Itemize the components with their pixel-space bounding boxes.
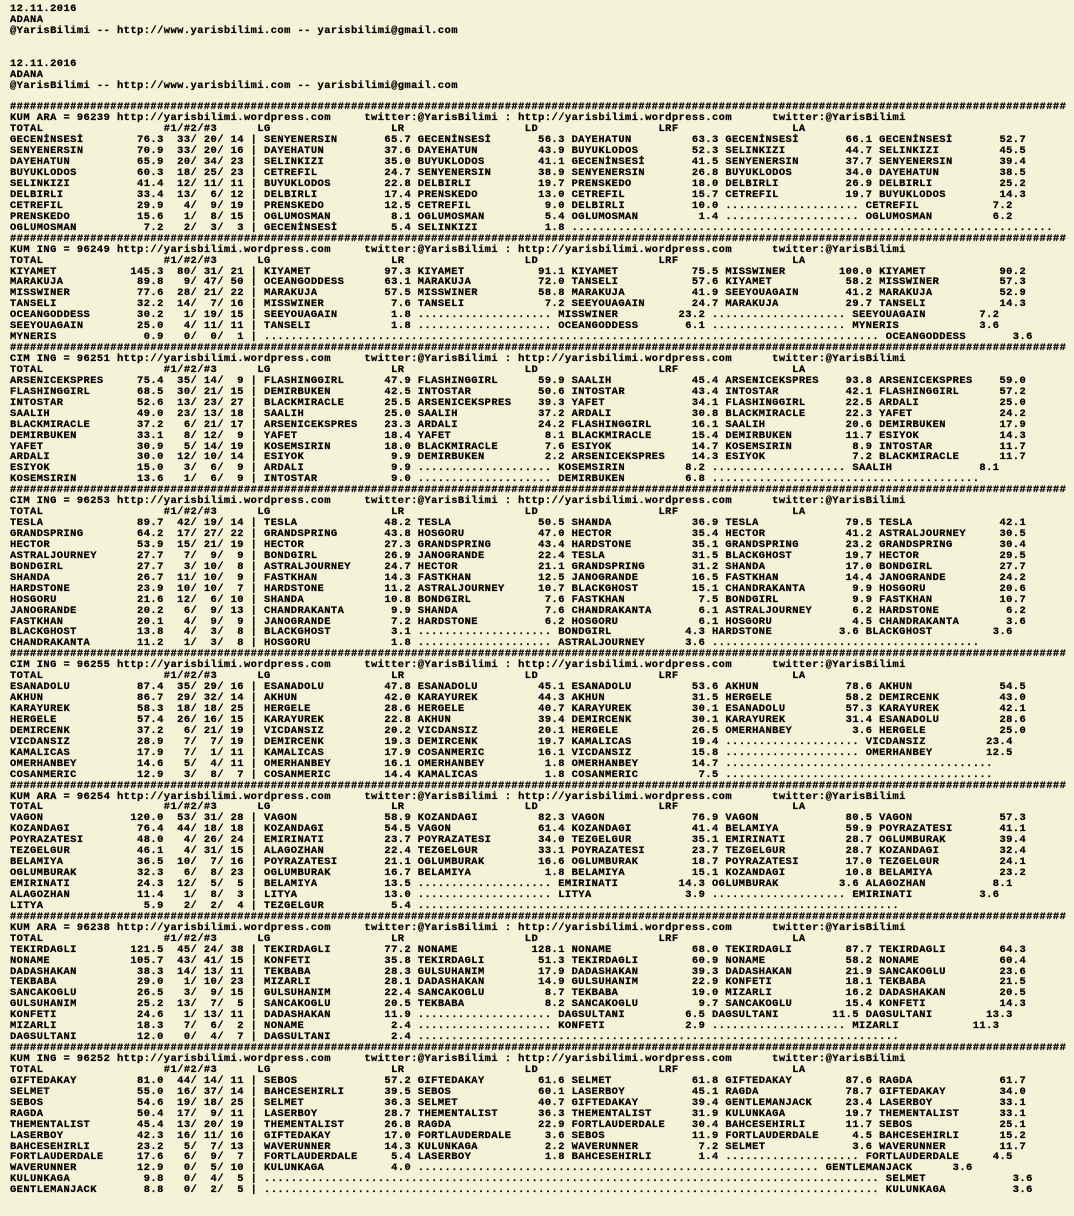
header-contact: @YarisBilimi -- http://www.yarisbilimi.com -- yarisbilimi@gmail.com — [10, 79, 458, 92]
race-row: HOSGORU 21.6 12/ 6/ 10 | SHANDA 10.8 BONDGIRL 7.6 FASTKHAN 7.5 BONDGIRL 9.9 FASTKHAN 10.7 — [10, 593, 1027, 606]
race-row: BUYUKLODOS 60.3 18/ 25/ 23 | CETREFIL 24.7 SENYENERSIN 38.9 SENYENERSIN 26.8 BUYUKLODOS 34.0 DAYEHATUN 38.5 — [10, 167, 1027, 180]
header-city: ADANA — [10, 13, 44, 26]
race-row: LASERBOY 42.3 16/ 11/ 16 | GIFTEDAKAY 17.0 FORTLAUDERDALE 3.6 SEBOS 11.9 FORTLAUDERDALE 4.5 BAHCESEHIRLI 15.2 — [10, 1129, 1027, 1142]
race-row: HECTOR 53.9 15/ 21/ 19 | HECTOR 27.3 GRANDSPRING 43.4 HARDSTONE 35.1 GRANDSPRING 23.2 GRANDSPRING 30.4 — [10, 538, 1027, 551]
race-row: TESLA 89.7 42/ 19/ 14 | TESLA 48.2 TESLA 50.5 SHANDA 36.9 TESLA 79.5 TESLA 42.1 — [10, 517, 1027, 530]
race-row: WAVERUNNER 12.9 0/ 5/ 10 | KULUNKAGA 4.0 ............................................................ GENTLEMANJACK 3.6 — [10, 1162, 973, 1175]
race-row: OMERHANBEY 14.6 5/ 4/ 11 | OMERHANBEY 16.1 OMERHANBEY 1.8 OMERHANBEY 14.7 ........................................ — [10, 757, 993, 770]
race-row: MARAKUJA 89.8 9/ 47/ 50 | OCEANGODDESS 63.1 MARAKUJA 72.0 TANSELI 57.6 KIYAMET 58.2 MISSWINER 57.3 — [10, 276, 1027, 289]
race-row: DAYEHATUN 65.9 20/ 34/ 23 | SELINKIZI 35.0 BUYUKLODOS 41.1 GECENİNSESİ 41.5 SENYENERSIN 37.7 SENYENERSIN 39.4 — [10, 156, 1027, 169]
separator-line: ############################################################################################################################################################## — [10, 910, 1067, 923]
race-row: ALAGOZHAN 11.4 1/ 8/ 3 | LITYA 13.0 .................... LITYA 3.9 .................... EMIRINATI 3.6 — [10, 888, 1000, 901]
race-row: THEMENTALIST 45.4 13/ 20/ 19 | THEMENTALIST 26.8 RAGDA 22.9 FORTLAUDERDALE 30.4 BAHCESEHIRLI 11.7 SEBOS 25.1 — [10, 1118, 1027, 1131]
separator-line: ############################################################################################################################################################## — [10, 232, 1067, 245]
race-row: AKHUN 86.7 29/ 32/ 14 | AKHUN 42.0 KARAYUREK 44.3 AKHUN 31.5 HERGELE 58.2 DEMIRCENK 43.0 — [10, 692, 1027, 705]
race-title: KUM ARA = 96254 http://yarisbilimi.wordpress.com twitter:@YarisBilimi : http://yarisbilimi.wordpress.com twitter:@YarisBilimi — [10, 790, 906, 803]
race-row: BLACKGHOST 13.8 4/ 3/ 8 | BLACKGHOST 3.1 .................... BONDGIRL 4.3 HARDSTONE 3.6 BLACKGHOST 3.6 — [10, 626, 1013, 639]
race-columns: TOTAL #1/#2/#3 LG LR LD LRF LA — [10, 932, 806, 945]
race-row: COSANMERIC 12.9 3/ 8/ 7 | COSANMERIC 14.4 KAMALICAS 1.8 COSANMERIC 7.5 ........................................ — [10, 768, 993, 781]
race-row: TANSELI 32.2 14/ 7/ 16 | MISSWINER 7.6 TANSELI 7.2 SEEYOUAGAIN 24.7 MARAKUJA 29.7 TANSELI 14.3 — [10, 298, 1027, 311]
race-row: GENTLEMANJACK 8.8 0/ 2/ 5 | ............................................................................................ KULUNKAGA 3.6 — [10, 1184, 1033, 1197]
separator-line: ############################################################################################################################################################## — [10, 484, 1067, 497]
header-date: 12.11.2016 — [10, 3, 77, 15]
race-row: TEKBABA 29.0 1/ 10/ 23 | MIZARLI 28.1 DADASHAKAN 14.9 GULSUHANIM 22.9 KONFETI 18.1 TEKBABA 21.5 — [10, 976, 1027, 989]
race-title: KUM ARA = 96239 http://yarisbilimi.wordpress.com twitter:@YarisBilimi : http://yarisbilimi.wordpress.com twitter:@YarisBilimi — [10, 112, 906, 125]
race-row: KOSEMSIRIN 13.6 1/ 6/ 9 | INTOSTAR 9.0 .................... DEMIRBUKEN 6.8 ........................................ — [10, 473, 980, 486]
race-row: RAGDA 50.4 17/ 9/ 11 | LASERBOY 28.7 THEMENTALIST 36.3 THEMENTALIST 31.9 KULUNKAGA 19.7 THEMENTALIST 33.1 — [10, 1107, 1027, 1120]
race-row: DELBIRLI 33.4 13/ 6/ 12 | DELBIRLI 17.4 PRENSKEDO 13.0 CETREFIL 15.7 CETREFIL 19.7 BUYUKLODOS 14.3 — [10, 188, 1027, 201]
race-title: KUM ARA = 96238 http://yarisbilimi.wordpress.com twitter:@YarisBilimi : http://yarisbilimi.wordpress.com twitter:@YarisBilimi — [10, 921, 906, 934]
header-contact: @YarisBilimi -- http://www.yarisbilimi.com -- yarisbilimi@gmail.com — [10, 24, 458, 37]
race-row: SANCAKOGLU 26.5 3/ 9/ 15 | GULSUHANIM 22.4 SANCAKOGLU 8.7 TEKBABA 19.0 MIZARLI 16.2 DADASHAKAN 20.5 — [10, 987, 1027, 1000]
race-row: VICDANSIZ 28.9 7/ 7/ 19 | DEMIRCENK 19.3 DEMIRCENK 19.7 KAMALICAS 19.4 .................... VICDANSIZ 23.4 — [10, 735, 1013, 748]
separator-line: ############################################################################################################################################################## — [10, 1042, 1067, 1055]
race-row: OCEANGODDESS 30.2 1/ 19/ 15 | SEEYOUAGAIN 1.8 .................... MISSWINER 23.2 .................... SEEYOUAGAIN 7.2 — [10, 309, 1000, 322]
race-row: LITYA 5.9 2/ 2/ 4 | TEZGELGUR 5.4 ........................................................................ — [10, 899, 900, 912]
header-date: 12.11.2016 — [10, 57, 77, 70]
race-columns: TOTAL #1/#2/#3 LG LR LD LRF LA — [10, 254, 806, 267]
race-row: SHANDA 26.7 11/ 10/ 9 | FASTKHAN 14.3 FASTKHAN 12.5 JANOGRANDE 16.5 FASTKHAN 14.4 JANOGRANDE 24.2 — [10, 571, 1027, 584]
race-columns: TOTAL #1/#2/#3 LG LR LD LRF LA — [10, 506, 806, 519]
race-columns: TOTAL #1/#2/#3 LG LR LD LRF LA — [10, 1063, 806, 1076]
race-row: DADASHAKAN 38.3 14/ 13/ 11 | TEKBABA 28.3 GULSUHANIM 17.9 DADASHAKAN 39.3 DADASHAKAN 21.9 SANCAKOGLU 23.6 — [10, 965, 1027, 978]
race-row: SENYENERSIN 70.9 33/ 20/ 16 | DAYEHATUN 37.6 DAYEHATUN 43.9 BUYUKLODOS 52.3 SELINKIZI 44.7 SELINKIZI 45.5 — [10, 145, 1027, 158]
race-title: CIM ING = 96251 http://yarisbilimi.wordpress.com twitter:@YarisBilimi : http://yarisbilimi.wordpress.com twitter:@YarisBilimi — [10, 353, 906, 365]
race-row: KONFETI 24.6 1/ 13/ 11 | DADASHAKAN 11.9 .................... DAGSULTANI 6.5 DAGSULTANI 11.5 DAGSULTANI 13.3 — [10, 1009, 1013, 1022]
race-row: JANOGRANDE 20.2 6/ 9/ 13 | CHANDRAKANTA 9.9 SHANDA 7.6 CHANDRAKANTA 6.1 ASTRALJOURNEY 6.2 HARDSTONE 6.2 — [10, 604, 1027, 617]
race-row: SEBOS 54.6 19/ 18/ 25 | SELMET 36.3 SELMET 40.7 GIFTEDAKAY 39.4 GENTLEMANJACK 23.4 LASERBOY 33.1 — [10, 1096, 1027, 1109]
race-row: POYRAZATESI 48.0 4/ 26/ 24 | EMIRINATI 23.7 POYRAZATESI 34.0 TEZGELGUR 35.1 EMIRINATI 28.7 OGLUMBURAK 39.4 — [10, 834, 1027, 847]
race-row: DAGSULTANI 12.0 0/ 4/ 7 | DAGSULTANI 2.4 ........................................................................ — [10, 1031, 900, 1044]
race-row: ESANADOLU 87.4 35/ 29/ 16 | ESANADOLU 47.8 ESANADOLU 45.1 ESANADOLU 53.6 AKHUN 78.6 AKHUN 54.5 — [10, 681, 1027, 694]
race-row: ESIYOK 15.0 3/ 6/ 9 | ARDALI 9.9 .................... KOSEMSIRIN 8.2 .................... SAALIH 8.1 — [10, 462, 1000, 475]
race-row: GIFTEDAKAY 81.0 44/ 14/ 11 | SEBOS 57.2 GIFTEDAKAY 61.6 SELMET 61.8 GIFTEDAKAY 87.6 RAGDA 61.7 — [10, 1074, 1027, 1087]
race-row: SELINKIZI 41.4 12/ 11/ 11 | BUYUKLODOS 22.8 DELBIRLI 19.7 PRENSKEDO 18.0 DELBIRLI 26.9 DELBIRLI 25.2 — [10, 178, 1027, 190]
race-row: ARDALI 30.0 12/ 10/ 14 | ESIYOK 9.9 DEMIRBUKEN 2.2 ARSENICEKSPRES 14.3 ESIYOK 7.2 BLACKMIRACLE 11.7 — [10, 451, 1027, 464]
race-row: KOZANDAGI 76.4 44/ 18/ 18 | KOZANDAGI 54.5 VAGON 61.4 KOZANDAGI 41.4 BELAMIYA 59.9 POYRAZATESI 41.1 — [10, 823, 1027, 836]
race-title: KUM ING = 96249 http://yarisbilimi.wordpress.com twitter:@YarisBilimi : http://yarisbilimi.wordpress.com twitter:@YarisBilimi — [10, 243, 906, 256]
race-row: KARAYUREK 58.3 18/ 18/ 25 | HERGELE 28.6 HERGELE 40.7 KARAYUREK 30.1 ESANADOLU 57.3 KARAYUREK 42.1 — [10, 703, 1027, 715]
race-row: INTOSTAR 52.6 13/ 23/ 27 | BLACKMIRACLE 25.5 ARSENICEKSPRES 39.3 YAFET 34.1 FLASHINGGIRL 22.5 ARDALI 25.0 — [10, 396, 1027, 409]
blank-line — [10, 37, 1074, 48]
race-columns: TOTAL #1/#2/#3 LG LR LD LRF LA — [10, 670, 806, 683]
race-row: SEEYOUAGAIN 25.0 4/ 11/ 11 | TANSELI 1.8 .................... OCEANGODDESS 6.1 .................... MYNERIS 3.6 — [10, 320, 1000, 333]
race-row: SAALIH 49.0 23/ 13/ 18 | SAALIH 25.0 SAALIH 37.2 ARDALI 30.8 BLACKMIRACLE 22.3 YAFET 24.2 — [10, 407, 1027, 420]
race-row: DEMIRBUKEN 33.1 8/ 12/ 9 | YAFET 18.4 YAFET 8.1 BLACKMIRACLE 15.4 DEMIRBUKEN 11.7 ESIYOK 14.3 — [10, 429, 1027, 442]
race-row: KAMALICAS 17.9 7/ 1/ 11 | KAMALICAS 17.9 COSANMERIC 16.1 VICDANSIZ 15.8 .................... OMERHANBEY 12.5 — [10, 746, 1013, 759]
race-row: HARDSTONE 23.9 10/ 10/ 7 | HARDSTONE 11.2 ASTRALJOURNEY 10.7 BLACKGHOST 15.1 CHANDRAKANTA 9.9 HOSGORU 20.6 — [10, 582, 1027, 595]
race-row: MYNERIS 0.9 0/ 0/ 1 | ............................................................................................ OCEANGODDESS 3.6 — [10, 331, 1033, 344]
race-row: CHANDRAKANTA 11.2 1/ 3/ 8 | HOSGORU 1.8 .................... ASTRALJOURNEY 3.6 ........................................ — [10, 637, 980, 650]
header-city: ADANA — [10, 68, 44, 81]
race-row: GRANDSPRING 64.2 17/ 27/ 22 | GRANDSPRING 43.8 HOSGORU 47.0 HECTOR 35.4 HECTOR 41.2 ASTRALJOURNEY 30.5 — [10, 528, 1027, 540]
race-row: BAHCESEHIRLI 23.2 5/ 7/ 13 | WAVERUNNER 14.3 KULUNKAGA 2.2 WAVERUNNER 7.2 SELMET 3.6 WAVERUNNER 11.7 — [10, 1140, 1027, 1153]
race-columns: TOTAL #1/#2/#3 LG LR LD LRF LA — [10, 123, 806, 136]
separator-line: ############################################################################################################################################################## — [10, 101, 1067, 114]
race-row: GULSUHANIM 25.2 13/ 7/ 5 | SANCAKOGLU 20.5 TEKBABA 8.2 SANCAKOGLU 9.7 SANCAKOGLU 15.4 KONFETI 14.3 — [10, 998, 1027, 1011]
separator-line: ############################################################################################################################################################## — [10, 342, 1067, 355]
race-title: CIM ING = 96253 http://yarisbilimi.wordpress.com twitter:@YarisBilimi : http://yarisbilimi.wordpress.com twitter:@YarisBilimi — [10, 495, 906, 508]
separator-line: ############################################################################################################################################################## — [10, 648, 1067, 661]
race-columns: TOTAL #1/#2/#3 LG LR LD LRF LA — [10, 363, 806, 376]
race-row: TEZGELGUR 46.1 4/ 31/ 15 | ALAGOZHAN 22.4 TEZGELGUR 33.1 POYRAZATESI 23.7 TEZGELGUR 28.7 KOZANDAGI 32.4 — [10, 845, 1027, 858]
race-row: EMIRINATI 24.3 12/ 5/ 5 | BELAMIYA 13.5 .................... EMIRINATI 14.3 OGLUMBURAK 3.6 ALAGOZHAN 8.1 — [10, 878, 1013, 890]
race-title: KUM ING = 96252 http://yarisbilimi.wordpress.com twitter:@YarisBilimi : http://yarisbilimi.wordpress.com twitter:@YarisBilimi — [10, 1053, 906, 1065]
race-row: YAFET 30.9 5/ 14/ 19 | KOSEMSIRIN 18.0 BLACKMIRACLE 7.6 ESIYOK 14.7 KOSEMSIRIN 8.9 INTOSTAR 11.7 — [10, 440, 1027, 453]
race-row: PRENSKEDO 15.6 1/ 8/ 15 | OGLUMOSMAN 8.1 OGLUMOSMAN 5.4 OGLUMOSMAN 1.4 .................... OGLUMOSMAN 6.2 — [10, 210, 1013, 223]
race-row: MISSWINER 77.6 28/ 21/ 22 | MARAKUJA 57.5 MISSWINER 58.8 MARAKUJA 41.9 SEEYOUAGAIN 41.2 MARAKUJA 52.9 — [10, 287, 1027, 300]
race-row: KIYAMET 145.3 80/ 31/ 21 | KIYAMET 97.3 KIYAMET 91.1 KIYAMET 75.5 MISSWINER 100.0 KIYAMET 90.2 — [10, 265, 1027, 278]
race-row: BELAMIYA 36.5 10/ 7/ 16 | POYRAZATESI 21.1 OGLUMBURAK 16.6 OGLUMBURAK 18.7 POYRAZATESI 17.0 TEZGELGUR 24.1 — [10, 856, 1027, 869]
race-row: NONAME 105.7 43/ 41/ 15 | KONFETI 35.8 TEKIRDAGLI 51.3 TEKIRDAGLI 60.9 NONAME 58.2 NONAME 60.4 — [10, 954, 1027, 967]
race-row: SELMET 55.0 16/ 37/ 14 | BAHCESEHIRLI 39.5 SEBOS 60.1 LASERBOY 45.1 RAGDA 78.7 GIFTEDAKAY 34.0 — [10, 1085, 1027, 1098]
race-row: BLACKMIRACLE 37.2 6/ 21/ 17 | ARSENICEKSPRES 23.3 ARDALI 24.2 FLASHINGGIRL 16.1 SAALIH 20.6 DEMIRBUKEN 17.9 — [10, 418, 1027, 431]
race-row: MIZARLI 18.3 7/ 6/ 2 | NONAME 2.4 .................... KONFETI 2.9 .................... MIZARLI 11.3 — [10, 1020, 1000, 1033]
race-row: FLASHINGGIRL 68.5 30/ 21/ 15 | DEMIRBUKEN 42.5 INTOSTAR 50.6 INTOSTAR 43.4 INTOSTAR 42.1 FLASHINGGIRL 57.2 — [10, 385, 1027, 398]
race-row: FORTLAUDERDALE 17.6 6/ 9/ 7 | FORTLAUDERDALE 5.4 LASERBOY 1.8 BAHCESEHIRLI 1.4 .................... FORTLAUDERDALE 4.5 — [10, 1151, 1013, 1164]
blank-line — [10, 48, 1074, 59]
race-row: DEMIRCENK 37.2 6/ 21/ 19 | VICDANSIZ 20.2 VICDANSIZ 20.1 HERGELE 26.5 OMERHANBEY 3.6 HERGELE 25.0 — [10, 724, 1027, 737]
race-columns: TOTAL #1/#2/#3 LG LR LD LRF LA — [10, 801, 806, 814]
race-row: ARSENICEKSPRES 75.4 35/ 14/ 9 | FLASHINGGIRL 47.9 FLASHINGGIRL 59.9 SAALIH 45.4 ARSENICEKSPRES 93.8 ARSENICEKSPRES 59.0 — [10, 374, 1027, 387]
race-row: VAGON 120.0 53/ 31/ 28 | VAGON 58.9 KOZANDAGI 82.3 VAGON 76.9 VAGON 80.5 VAGON 57.3 — [10, 812, 1027, 825]
race-row: HERGELE 57.4 26/ 16/ 15 | KARAYUREK 22.8 AKHUN 39.4 DEMIRCENK 30.1 KARAYUREK 31.4 ESANADOLU 28.6 — [10, 713, 1027, 726]
race-row: GECENİNSESİ 76.3 33/ 20/ 14 | SENYENERSIN 65.7 GECENİNSESİ 56.3 DAYEHATUN 63.3 GECENİNSESİ 66.1 GECENİNSESİ 52.7 — [10, 134, 1027, 147]
race-row: ASTRALJOURNEY 27.7 7/ 9/ 9 | BONDGIRL 26.9 JANOGRANDE 22.4 TESLA 31.5 BLACKGHOST 19.7 HECTOR 29.5 — [10, 549, 1027, 562]
race-title: CIM ING = 96255 http://yarisbilimi.wordpress.com twitter:@YarisBilimi : http://yarisbilimi.wordpress.com twitter:@YarisBilimi — [10, 659, 906, 672]
race-row: BONDGIRL 27.7 3/ 10/ 8 | ASTRALJOURNEY 24.7 HECTOR 21.1 GRANDSPRING 31.2 SHANDA 17.0 BONDGIRL 27.7 — [10, 560, 1027, 573]
separator-line: ############################################################################################################################################################## — [10, 779, 1067, 792]
race-row: OGLUMBURAK 32.3 6/ 8/ 23 | OGLUMBURAK 16.7 BELAMIYA 1.8 BELAMIYA 15.1 KOZANDAGI 10.8 BELAMIYA 23.2 — [10, 867, 1027, 880]
race-row: FASTKHAN 20.1 4/ 9/ 9 | JANOGRANDE 7.2 HARDSTONE 6.2 HOSGORU 6.1 HOSGORU 4.5 CHANDRAKANTA 3.6 — [10, 615, 1027, 628]
race-row: OGLUMOSMAN 7.2 2/ 3/ 3 | GECENİNSESİ 5.4 SELINKIZI 1.8 ........................................................................ — [10, 221, 1053, 234]
race-row: CETREFIL 29.9 4/ 9/ 19 | PRENSKEDO 12.5 CETREFIL 9.0 DELBIRLI 10.0 .................... CETREFIL 7.2 — [10, 199, 1013, 212]
race-row: TEKIRDAGLI 121.5 45/ 24/ 38 | TEKIRDAGLI 77.2 NONAME 128.1 NONAME 68.0 TEKIRDAGLI 87.7 TEKIRDAGLI 64.3 — [10, 943, 1027, 956]
race-row: KULUNKAGA 9.8 0/ 4/ 5 | ............................................................................................ SELMET 3.6 — [10, 1173, 1033, 1186]
